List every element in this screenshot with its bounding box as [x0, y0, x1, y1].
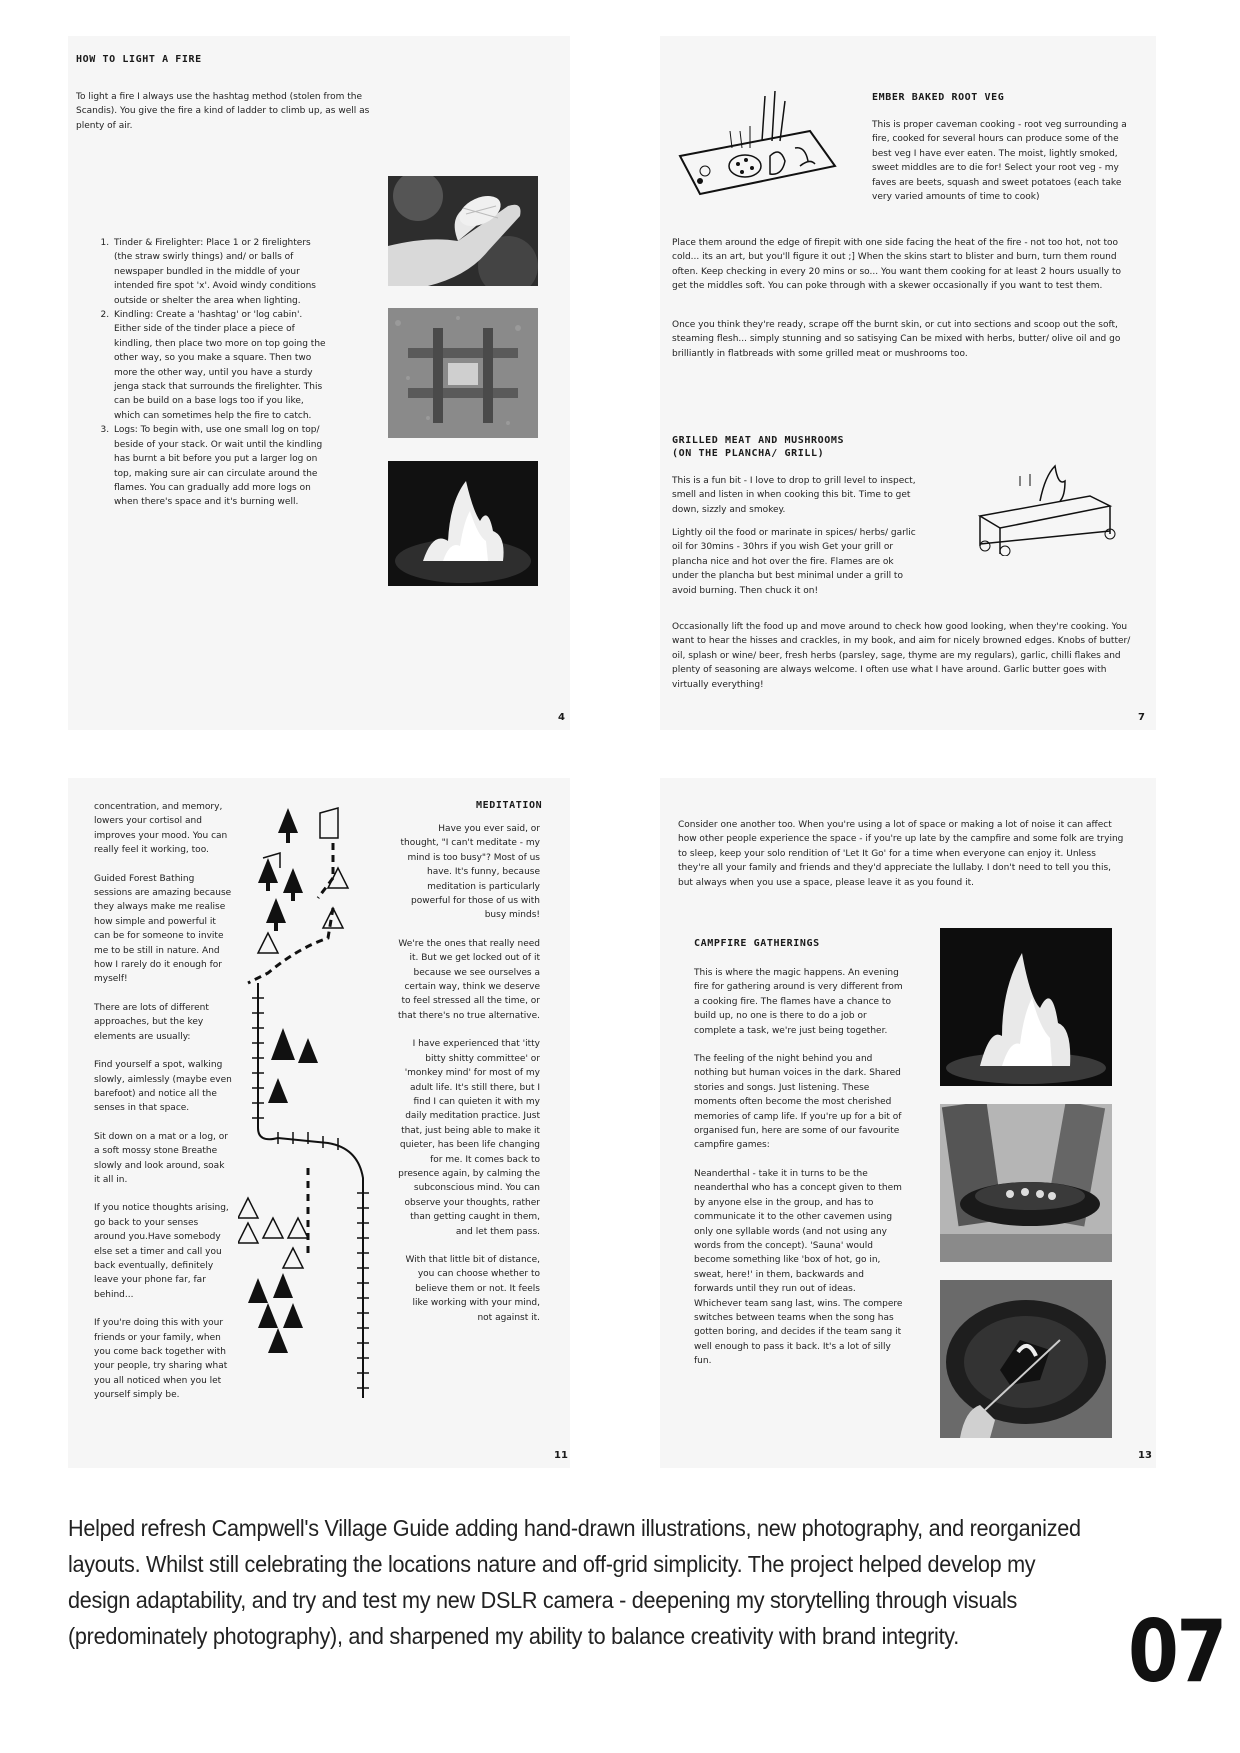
photo-grill-logs — [940, 1104, 1112, 1262]
page-11-left-paragraph: There are lots of different approaches, but the key elements are usually: — [94, 1002, 209, 1042]
grill-paragraph-3: Occasionally lift the food up and move around to check how good looking, when they're cooking. You want to hear the hisses and crackles, in my book, and aim for nicely browned edges. Knobs of butter/ oil, splash or wine/ beer, fresh herbs (parsley, sage, thyme are my regulars), garlic, chilli flakes and plenty of seasoning are always welcome. I often use what I have around. Garlic butter goes with virtually everything! — [672, 622, 1131, 690]
campfire-title: CAMPFIRE GATHERINGS — [694, 938, 820, 949]
grill-title: GRILLED MEAT AND MUSHROOMS (ON THE PLANCHA/ GRILL) — [672, 435, 845, 459]
fire-step: 1. Tinder & Firelighter: Place 1 or 2 firelighters (the straw swirly things) and/ or balls of newspaper bundled in the middle of your intended fire spot 'x'. Avoid windy conditions outside or shelter the area when lighting. — [112, 236, 330, 308]
campfire-paragraph: This is where the magic happens. An evening fire for gathering around is very different from a cooking fire. The flames have a chance to build up, no one is there to do a job or complete a task, we're just being together. — [694, 968, 903, 1036]
veg-paragraph-1: Place them around the edge of firepit with one side facing the heat of the fire - not too hot, not too cold... its an art, but you'll figure it out ;] When the skins start to blister and burn, turn them round often. Keep checking in every 20 mins or so... You want them cooking for at least 2 hours usually to get the middles soft. You can poke through with a skewer occasionally if you want to test them. — [672, 238, 1122, 292]
page-11-left-paragraph: concentration, and memory, lowers your cortisol and improves your mood. You can really feel it working, too. — [94, 802, 228, 856]
grill-paragraph-1: This is a fun bit - I love to drop to grill level to inspect, smell and listen in when cooking this bit. Time to get down, sizzly and smokey. — [672, 476, 916, 515]
fire-step: 2. Kindling: Create a 'hashtag' or 'log cabin'. Either side of the tinder place a piece of kindling, then place two more on top going the other way, so you make a square. Then two more the other way, until you have a sturdy jenga stack that surrounds the firelighter. This can be build on a base logs too if you like, which can sometimes help the fire to catch. — [112, 308, 330, 423]
project-description: Helped refresh Campwell's Village Guide adding hand-drawn illustrations, new photography, and reorganized layouts. Whilst still celebrating the locations nature and off-grid simplicity. The project helped develop my design adaptability, and try and test my new DSLR camera - deepening my storytelling through visuals (predominately photography), and sharpened my ability to balance creativity with brand integrity. — [68, 1515, 1081, 1649]
page-13-intro: Consider one another too. When you're using a lot of space or making a lot of noise it can affect how other people experience the space - if you're up late by the campfire and some folk are trying to sleep, keep your solo rendition of 'Let It Go' for a time when everyone can enjoy it. Unless they're all your family and friends and they'd appreciate the lullaby. I don't need to tell you this, but always when you use a space, please leave it as you found it. — [678, 820, 1124, 888]
page-11 — [68, 778, 570, 1468]
meditation-title: MEDITATION — [476, 800, 543, 811]
campfire-paragraph: The feeling of the night behind you and nothing but human voices in the dark. Shared stories and songs. Just listening. These moments often become the most cherished memories of camp life. If you're up for a bit of organised fun, here are some of our favourite campfire games: — [694, 1054, 902, 1151]
page-11-left-paragraph: If you're doing this with your friends or your family, when you come back together with your people, try sharing what you all noticed when you let yourself simply be. — [94, 1318, 228, 1401]
photo-fire-pit — [388, 461, 538, 586]
illustration-root-veg-tray — [670, 86, 840, 196]
page-13-paragraphs — [694, 966, 904, 1383]
page-11-left-paragraph: If you notice thoughts arising, go back to your senses around you.Have somebody else set a timer and call you back eventually, definitely leave your phone far, far behind... — [94, 1203, 229, 1300]
page-11-left-paragraph: Find yourself a spot, walking slowly, aimlessly (maybe even barefoot) and notice all the senses in that space. — [94, 1060, 232, 1114]
illustration-forest-trail-map — [238, 798, 398, 1438]
page-11-right-paragraph: With that little bit of distance, you can choose whether to believe them or not. It feels like working with your mind, not against it. — [405, 1254, 540, 1323]
illustration-campfire-grill — [970, 456, 1120, 556]
photo-kindling-hashtag — [388, 308, 538, 438]
grill-paragraph-2: Lightly oil the food or marinate in spices/ herbs/ garlic oil for 30mins - 30hrs if you wish Get your grill or plancha nice and hot over the fire. Flames are ok under the plancha but best minimal under a grill to avoid burning. Then chuck it on! — [672, 528, 916, 596]
veg-intro: This is proper caveman cooking - root veg surrounding a fire, cooked for several hours can produce some of the best veg I have ever eaten. The moist, lightly smoked, sweet middles are to die for! Select your root veg - my faves are beets, squash and sweet potatoes (each take very varied amounts of time to cook) — [872, 120, 1127, 203]
page-11-right-paragraph: Have you ever said, or thought, "I can't meditate - my mind is too busy"? Most of us have. It's funny, because meditation is particularly powerful for those of us with busy minds! — [400, 824, 540, 921]
page-4-number: 4 — [558, 712, 565, 723]
page-11-right-paragraph: We're the ones that really need it. But we get locked out of it because we see ourselves a certain way, think we deserve to feel stressed all the time, or that there's no true alternative. — [398, 938, 540, 1021]
page-4 — [68, 36, 570, 730]
veg-title: EMBER BAKED ROOT VEG — [872, 92, 1005, 103]
page-13 — [660, 778, 1156, 1468]
photo-campfire-night — [940, 928, 1112, 1086]
page-11-right-paragraph: I have experienced that 'itty bitty shitty committee' or 'monkey mind' for most of my adult life. It's still there, but I find I can quieten it with my daily meditation practice. Just that, just being able to make it quieter, has been life changing for me. It comes back to presence again, by calming the subconscious mind. You can observe your thoughts, rather than getting caught in them, and let them pass. — [398, 1039, 540, 1237]
photo-marshmallow-fire — [940, 1280, 1112, 1438]
page-11-right-column — [398, 822, 540, 1339]
page-11-left-column — [94, 800, 232, 1417]
photo-hand-firelighter — [388, 176, 538, 286]
page-4-steps — [98, 236, 330, 510]
page-7 — [660, 36, 1156, 730]
page-11-number: 11 — [554, 1450, 568, 1461]
veg-paragraph-2: Once you think they're ready, scrape off the burnt skin, or cut into sections and scoop out the soft, steaming flesh... simply stunning and so satisying Can be mixed with herbs, butter/ olive oil and go brilliantly in flatbreads with some grilled meat or mushrooms too. — [672, 320, 1121, 359]
fire-step: 3. Logs: To begin with, use one small log on top/ beside of your stack. Or wait until the kindling has burnt a bit before you put a larger log on top, making sure air can circulate around the flames. You can gradually add more logs on when there's space and it's burning well. — [112, 423, 330, 509]
campfire-paragraph: Neanderthal - take it in turns to be the neanderthal who has a concept given to them by anyone else in the group, and has to communicate it to the other cavemen using only one syllable words (and not using any words from the concept). 'Sauna' would become something like 'box of hot, go in, sweat, here!' in them, backwards and forwards until they run out of ideas. Whichever team sang last, wins. The compere switches between teams when the song has gotten boring, and decides if the team sang it well enough to pass it back. It's a lot of silly fun. — [694, 1168, 903, 1367]
page-4-intro: To light a fire I always use the hashtag method (stolen from the Scandis). You give the fire a kind of ladder to climb up, as well as plenty of air. — [76, 92, 370, 131]
page-4-title: HOW TO LIGHT A FIRE — [76, 54, 202, 65]
section-number: 07 — [1128, 1602, 1225, 1702]
page-11-left-paragraph: Sit down on a mat or a log, or a soft mossy stone Breathe slowly and look around, soak it all in. — [94, 1131, 228, 1185]
page-7-number: 7 — [1138, 712, 1145, 723]
page-13-number: 13 — [1138, 1450, 1152, 1461]
page-11-left-paragraph: Guided Forest Bathing sessions are amazing because they always make me realise how simple and powerful it can be for someone to invite me to be still in nature. And how I rarely do it enough for myself! — [94, 873, 232, 985]
